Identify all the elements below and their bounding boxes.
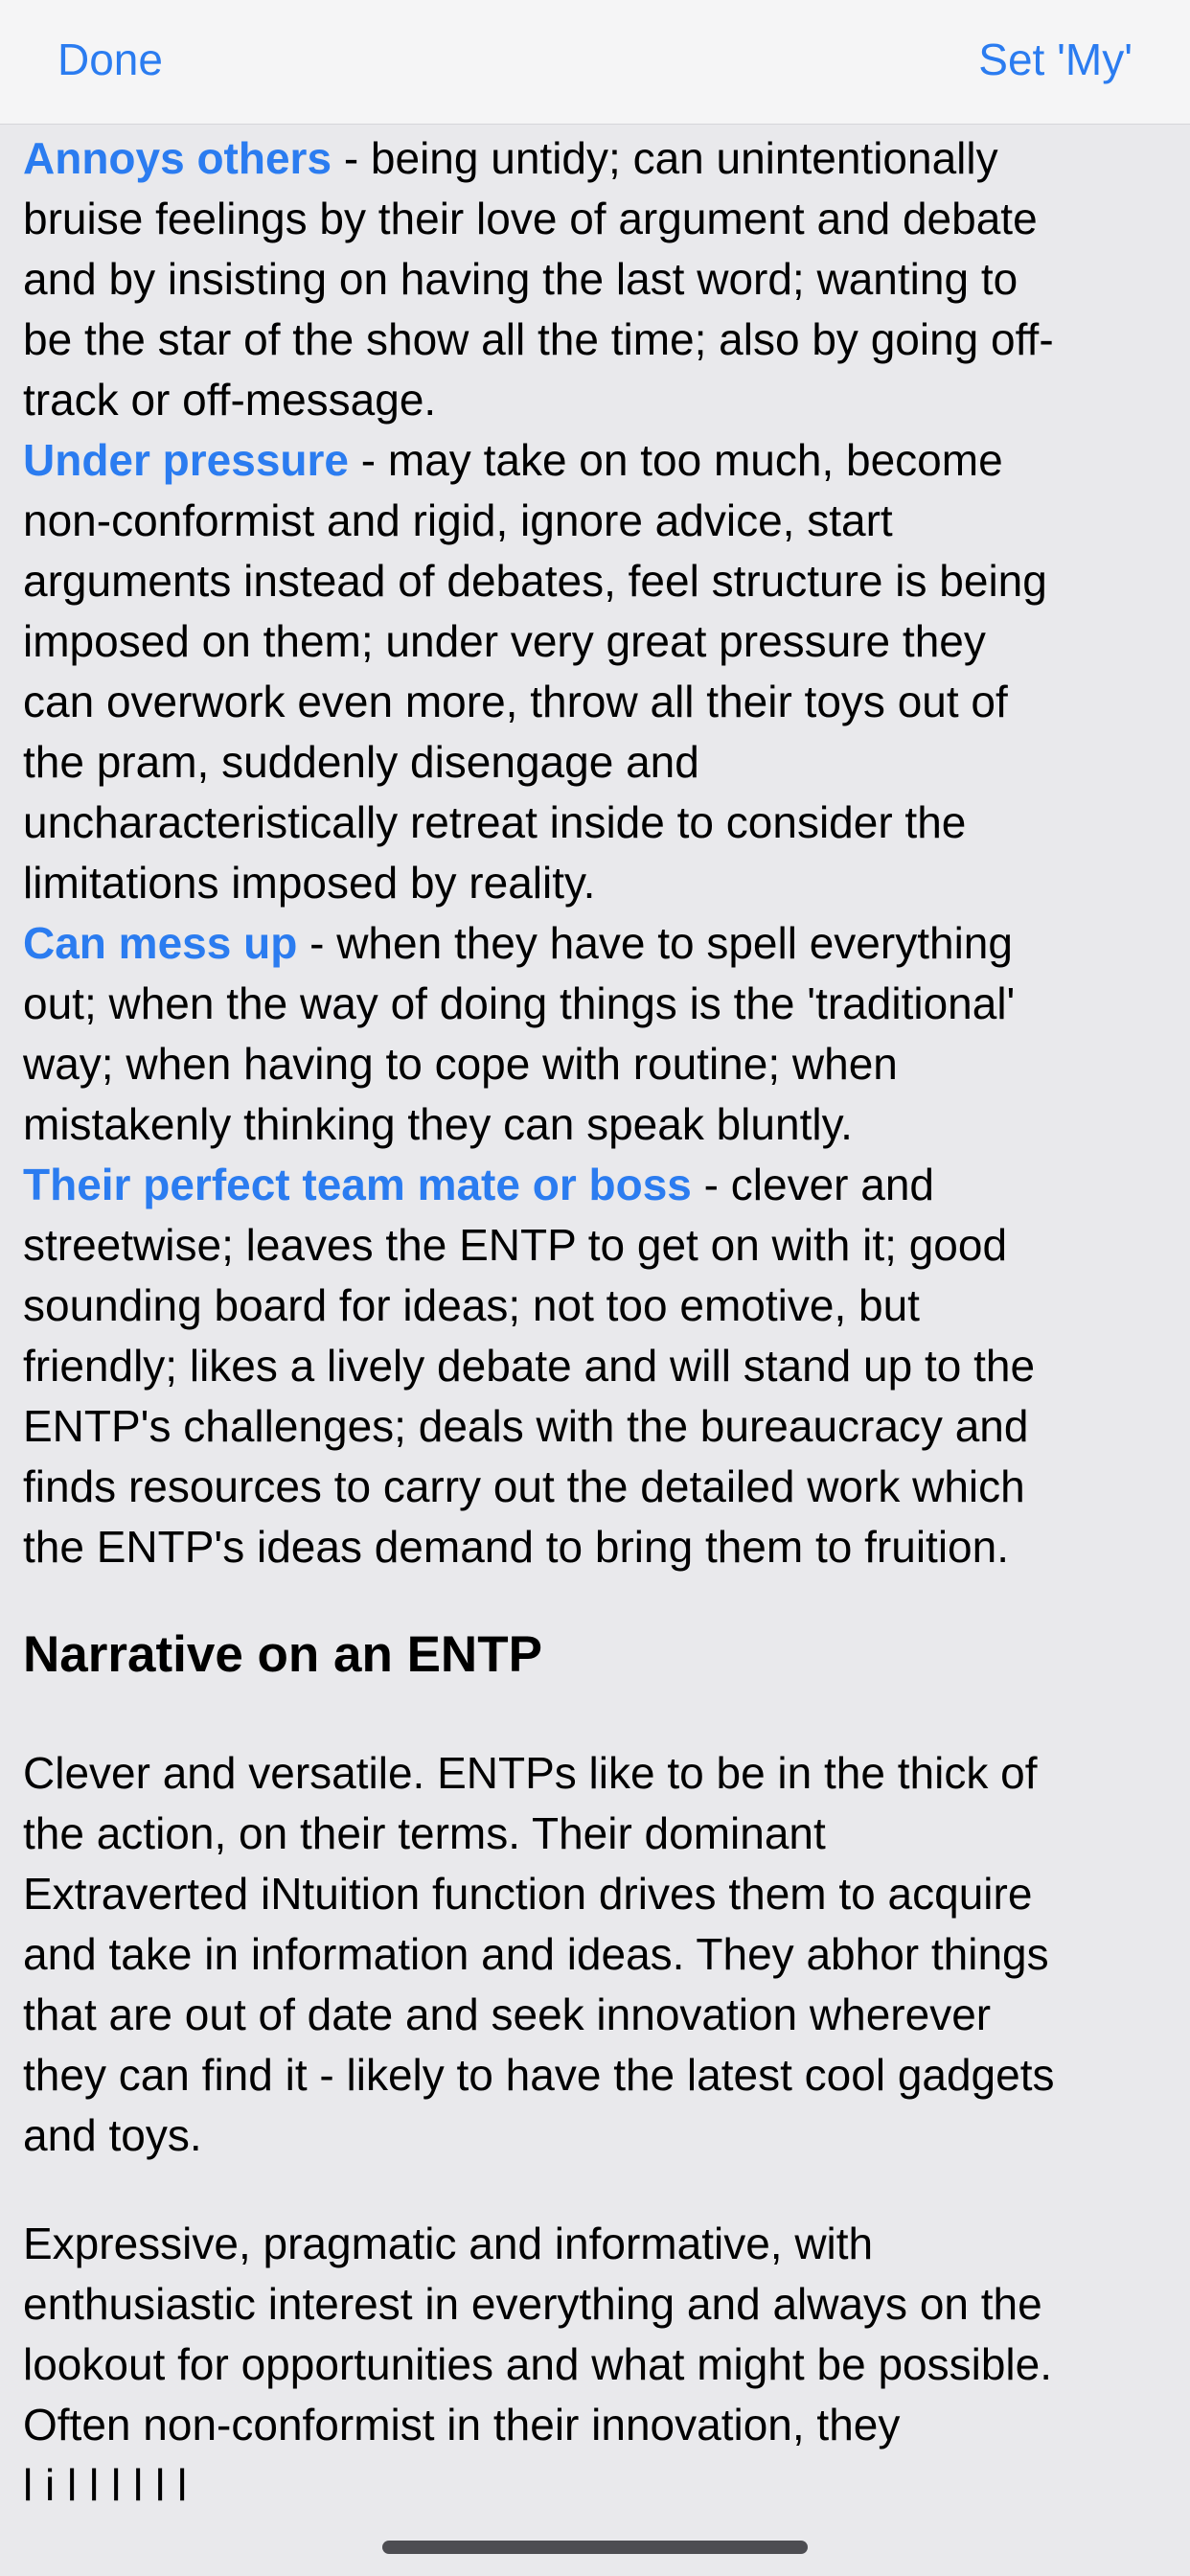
team-mate-term: Their perfect team mate or boss — [23, 1160, 692, 1209]
teammate-line-1: streetwise; leaves the ENTP to get on with it; good — [23, 1220, 1008, 1270]
narrative2-line-1: enthusiastic interest in everything and always on the — [23, 2279, 1042, 2329]
under-pressure-term: Under pressure — [23, 435, 350, 485]
mess-line-1: out; when the way of doing things is the 'traditional' — [23, 978, 1016, 1028]
annoys-others-paragraph — [23, 128, 1054, 430]
annoys-others-term: Annoys others — [23, 133, 332, 183]
under-pressure-paragraph — [23, 430, 1047, 913]
pressure-line-1: non-conformist and rigid, ignore advice, start — [23, 495, 893, 545]
pressure-line-6: uncharacteristically retreat inside to consider the — [23, 797, 967, 847]
pressure-line-3: imposed on them; under very great pressure they — [23, 616, 986, 666]
annoys-line-2: and by insisting on having the last word; wanting to — [23, 254, 1018, 304]
narrative2-line-2: lookout for opportunities and what might be possible. — [23, 2339, 1052, 2389]
narrative2-line-3: Often non-conformist in their innovation, they — [23, 2400, 901, 2450]
pressure-line-4: can overwork even more, throw all their toys out of — [23, 677, 1008, 726]
pressure-line-7: limitations imposed by reality. — [23, 858, 596, 908]
narrative1-line-1: the action, on their terms. Their dominant — [23, 1808, 826, 1858]
narrative2-line-4: l i l l l l l l — [23, 2460, 188, 2510]
teammate-line-4: ENTP's challenges; deals with the bureaucracy and — [23, 1401, 1029, 1451]
home-indicator[interactable] — [382, 2541, 808, 2554]
annoys-line-0: Annoys others - being untidy; can unintentionally — [23, 133, 998, 183]
narrative1-line-0: Clever and versatile. ENTPs like to be in the thick of — [23, 1748, 1038, 1798]
narrative2-line-0: Expressive, pragmatic and informative, with — [23, 2219, 874, 2268]
narrative1-line-4: that are out of date and seek innovation wherever — [23, 1990, 992, 2039]
done-button[interactable]: Done — [57, 34, 163, 84]
narrative1-line-5: they can find it - likely to have the latest cool gadgets — [23, 2050, 1055, 2100]
teammate-line-2: sounding board for ideas; not too emotive, but — [23, 1280, 920, 1330]
narrative1-line-6: and toys. — [23, 2110, 202, 2160]
mess-line-2: way; when having to cope with routine; when — [23, 1039, 898, 1089]
teammate-line-3: friendly; likes a lively debate and will stand up to the — [23, 1341, 1036, 1391]
team-mate-paragraph — [23, 1155, 1035, 1577]
narrative-heading: Narrative on an ENTP — [23, 1626, 542, 1683]
annoys-line-1: bruise feelings by their love of argument and debate — [23, 194, 1038, 243]
can-mess-up-term: Can mess up — [23, 918, 298, 968]
pressure-line-0: Under pressure - may take on too much, become — [23, 435, 1003, 485]
narrative1-line-2: Extraverted iNtuition function drives them to acquire — [23, 1869, 1033, 1919]
teammate-line-0: Their perfect team mate or boss - clever and — [23, 1160, 935, 1209]
teammate-line-5: finds resources to carry out the detailed work which — [23, 1461, 1025, 1511]
annoys-line-4: track or off-message. — [23, 375, 437, 425]
mess-line-0: Can mess up - when they have to spell everything — [23, 918, 1013, 968]
set-my-button[interactable]: Set 'My' — [978, 34, 1133, 84]
mess-line-3: mistakenly thinking they can speak bluntly. — [23, 1099, 853, 1149]
pressure-line-2: arguments instead of debates, feel structure is being — [23, 556, 1047, 606]
content-scroll-area[interactable] — [0, 125, 1190, 2510]
navigation-bar — [0, 0, 1190, 125]
narrative-paragraph-2 — [23, 2214, 1052, 2516]
can-mess-up-paragraph — [23, 913, 1015, 1155]
pressure-line-5: the pram, suddenly disengage and — [23, 737, 699, 787]
teammate-line-6: the ENTP's ideas demand to bring them to fruition. — [23, 1522, 1009, 1572]
annoys-line-3: be the star of the show all the time; also by going off- — [23, 314, 1054, 364]
narrative-paragraph-1 — [23, 1743, 1055, 2166]
narrative1-line-3: and take in information and ideas. They abhor things — [23, 1929, 1049, 1979]
